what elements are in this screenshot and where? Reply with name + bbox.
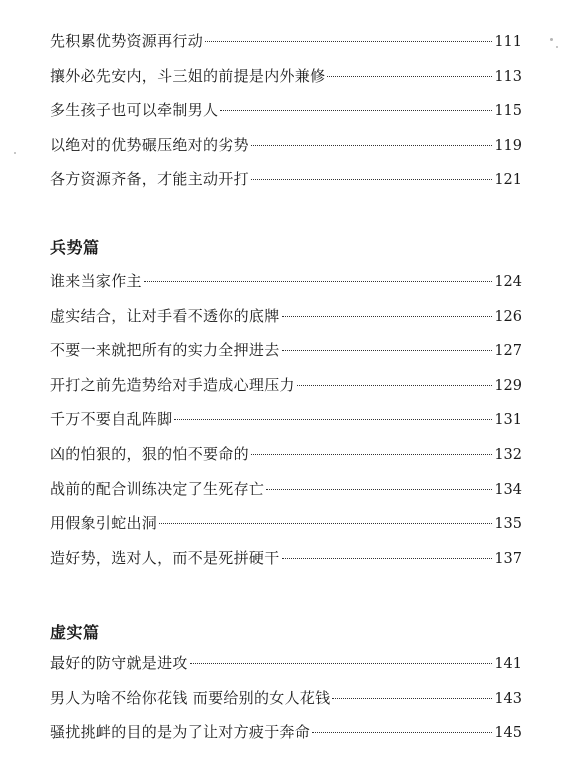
toc-entry-title: 谁来当家作主 bbox=[50, 272, 142, 290]
toc-entry-title: 攘外必先安内，斗三姐的前提是内外兼修 bbox=[50, 66, 326, 85]
section-heading: 虚实篇 bbox=[50, 623, 100, 642]
toc-entry-title: 用假象引蛇出洞 bbox=[50, 514, 158, 533]
toc-entry-page: 119 bbox=[494, 137, 522, 154]
toc-entry-page: 113 bbox=[494, 68, 522, 85]
dot-leader bbox=[190, 663, 493, 664]
dot-leader bbox=[312, 732, 492, 733]
toc-entry-page: 134 bbox=[494, 481, 522, 498]
toc-entry-page: 135 bbox=[494, 516, 522, 533]
toc-section-3 bbox=[50, 646, 522, 750]
toc-entry[interactable] bbox=[50, 541, 522, 576]
toc-entry[interactable] bbox=[50, 128, 522, 163]
toc-entry-title: 以绝对的优势碾压绝对的劣势 bbox=[50, 135, 249, 154]
toc-entry[interactable] bbox=[50, 162, 522, 197]
dot-leader bbox=[282, 316, 493, 317]
toc-entry-title: 先积累优势资源再行动 bbox=[50, 32, 204, 50]
toc-entry-title: 千万不要自乱阵脚 bbox=[50, 410, 173, 429]
dot-leader bbox=[297, 385, 493, 386]
toc-entry-title: 男人为啥不给你花钱 而要给别的女人花钱 bbox=[50, 688, 331, 707]
toc-entry-page: 121 bbox=[494, 172, 522, 189]
toc-entry-title: 凶的怕狠的，狠的怕不要命的 bbox=[50, 444, 249, 463]
toc-entry[interactable] bbox=[50, 59, 522, 94]
toc-entry-page: 143 bbox=[494, 690, 522, 707]
dot-leader bbox=[266, 489, 492, 490]
toc-entry[interactable] bbox=[50, 333, 522, 368]
toc-entry-page: 129 bbox=[494, 377, 522, 394]
toc-entry-page: 141 bbox=[494, 656, 522, 672]
dot-leader bbox=[205, 41, 492, 42]
toc-entry-page: 131 bbox=[494, 412, 522, 429]
scan-speck bbox=[14, 152, 16, 154]
dot-leader bbox=[159, 523, 492, 524]
toc-entry-page: 115 bbox=[494, 103, 522, 120]
dot-leader bbox=[282, 350, 493, 351]
toc-entry-title: 造好势，选对人，而不是死拼硬干 bbox=[50, 548, 280, 567]
toc-section-1 bbox=[50, 24, 522, 197]
toc-entry[interactable] bbox=[50, 646, 522, 681]
dot-leader bbox=[251, 145, 492, 146]
dot-leader bbox=[327, 76, 492, 77]
toc-entry-title: 开打之前先造势给对手造成心理压力 bbox=[50, 375, 295, 394]
dot-leader bbox=[251, 179, 492, 180]
scan-speck bbox=[556, 46, 558, 48]
section-heading: 兵势篇 bbox=[50, 238, 100, 257]
scan-speck bbox=[550, 38, 553, 41]
toc-entry-page: 126 bbox=[494, 308, 522, 325]
toc-entry-title: 最好的防守就是进攻 bbox=[50, 654, 188, 672]
toc-entry[interactable] bbox=[50, 93, 522, 128]
dot-leader bbox=[282, 558, 493, 559]
toc-entry[interactable] bbox=[50, 402, 522, 437]
dot-leader bbox=[251, 454, 492, 455]
toc-entry-title: 不要一来就把所有的实力全押进去 bbox=[50, 341, 280, 360]
dot-leader bbox=[144, 281, 493, 282]
toc-entry[interactable] bbox=[50, 368, 522, 403]
toc-entry-title: 各方资源齐备，才能主动开打 bbox=[50, 170, 249, 189]
toc-entry[interactable] bbox=[50, 264, 522, 299]
toc-entry[interactable] bbox=[50, 437, 522, 472]
toc-entry-page: 127 bbox=[494, 343, 522, 360]
toc-entry-page: 132 bbox=[494, 446, 522, 463]
toc-entry[interactable] bbox=[50, 299, 522, 334]
toc-entry-title: 骚扰挑衅的目的是为了让对方疲于奔命 bbox=[50, 723, 311, 742]
toc-section-2 bbox=[50, 264, 522, 575]
toc-entry-title: 多生孩子也可以牵制男人 bbox=[50, 101, 219, 120]
toc-entry-page: 111 bbox=[494, 34, 522, 50]
toc-entry-page: 137 bbox=[494, 550, 522, 567]
toc-entry[interactable] bbox=[50, 715, 522, 750]
toc-entry[interactable] bbox=[50, 472, 522, 507]
dot-leader bbox=[220, 110, 492, 111]
toc-entry-page: 145 bbox=[494, 725, 522, 742]
toc-entry[interactable] bbox=[50, 24, 522, 59]
dot-leader bbox=[332, 698, 492, 699]
dot-leader bbox=[174, 419, 492, 420]
toc-entry-title: 虚实结合，让对手看不透你的底牌 bbox=[50, 306, 280, 325]
toc-entry[interactable] bbox=[50, 681, 522, 716]
toc-entry-title: 战前的配合训练决定了生死存亡 bbox=[50, 479, 265, 498]
toc-entry[interactable] bbox=[50, 506, 522, 541]
toc-entry-page: 124 bbox=[494, 274, 522, 290]
